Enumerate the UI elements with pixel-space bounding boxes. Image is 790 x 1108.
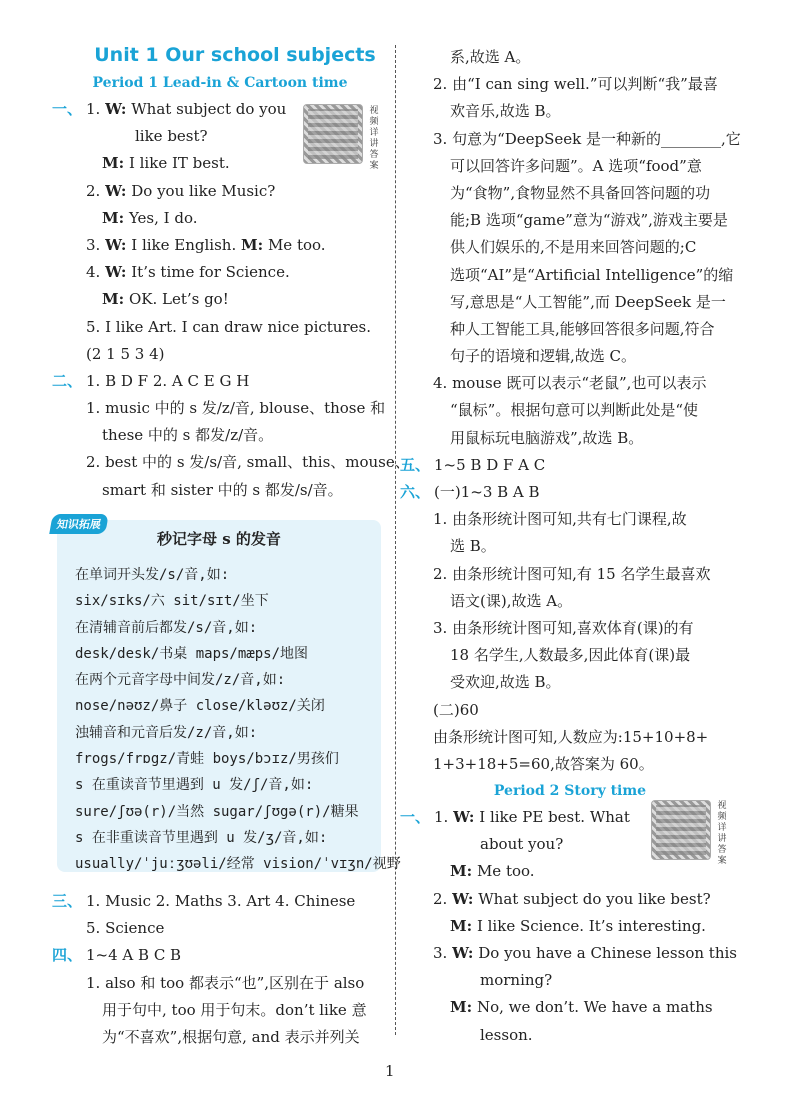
- r0: 系,故选 A。: [450, 48, 531, 66]
- tip-title: 秒记字母 s 的发音: [157, 530, 281, 548]
- r4: 可以回答许多问题”。A 选项“food”意: [450, 156, 702, 175]
- er-answers: 二、 1. B D F 2. A C E G H: [52, 371, 250, 390]
- yi-q4: 4. W: It’s time for Science.: [86, 263, 290, 282]
- r7: 供人们娱乐的,不是用来回答问题的;C: [450, 238, 697, 257]
- tip-line: s 在非重读音节里遇到 u 发/ʒ/音,如:: [75, 829, 328, 846]
- er-2b: smart 和 sister 中的 s 都发/s/音。: [102, 480, 343, 499]
- si-l2: 用于句中, too 用于句末。don’t like 意: [102, 1000, 367, 1019]
- liu-2a: 2. 由条形统计图可知,有 15 名学生最喜欢: [433, 564, 711, 583]
- tip-line: 在两个元音字母中间发/z/音,如:: [75, 672, 286, 689]
- p2-q1-m: M: Me too.: [450, 862, 535, 881]
- qr-label: 视频详讲答案: [369, 106, 379, 171]
- r6: 能;B 选项“game”意为“游戏”,游戏主要是: [450, 211, 728, 230]
- qr-code-2[interactable]: [651, 800, 711, 860]
- qr-code[interactable]: [303, 104, 363, 164]
- yi-q3: 3. W: I like English. M: Me too.: [86, 235, 326, 254]
- liu-answers: 六、 (一)1~3 B A B: [400, 483, 540, 501]
- tip-line: desk/desk/书桌 maps/mæps/地图: [75, 645, 309, 662]
- tip-line: usually/ˈjuːʒʊəli/经常 vision/ˈvɪʒn/视野: [75, 856, 401, 873]
- r5: 为“食物”,食物显然不具备回答问题的功: [450, 183, 711, 202]
- tip-line: six/sɪks/六 sit/sɪt/坐下: [75, 593, 269, 610]
- yi-q1-m: M: I like IT best.: [102, 154, 230, 173]
- r10: 种人工智能工具,能够回答很多问题,符合: [450, 319, 715, 338]
- knowledge-tip-box: [55, 518, 401, 873]
- r9: 写,意思是“人工智能”,而 DeepSeek 是一: [450, 292, 726, 311]
- yi-q2-m: M: Yes, I do.: [102, 208, 198, 227]
- tip-line: nose/nəʊz/鼻子 close/kləʊz/关闭: [75, 698, 325, 715]
- column-divider: [395, 45, 396, 1035]
- san-answers-b: 5. Science: [86, 919, 165, 938]
- tip-line: sure/ʃʊə(r)/当然 sugar/ʃʊgə(r)/糖果: [75, 803, 359, 820]
- tip-line: frogs/frɒgz/青蛙 boys/bɔɪz/男孩们: [75, 751, 339, 768]
- er-2a: 2. best 中的 s 发/s/音, small、this、mouse、: [86, 453, 410, 472]
- tip-badge: 知识拓展: [49, 514, 109, 534]
- period1-title: Period 1 Lead-in & Cartoon time: [92, 75, 348, 91]
- liu-1a: 1. 由条形统计图可知,共有七门课程,故: [433, 510, 687, 529]
- tip-line: 在清辅音前后都发/s/音,如:: [75, 619, 258, 636]
- page-number: 1: [385, 1062, 395, 1080]
- unit-title: Unit 1 Our school subjects: [94, 44, 376, 66]
- liu-3a: 3. 由条形统计图可知,喜欢体育(课)的有: [433, 618, 694, 637]
- er-1b: these 中的 s 都发/z/音。: [102, 426, 274, 445]
- tip-line: s 在重读音节里遇到 u 发/ʃ/音,如:: [75, 777, 314, 794]
- p2-q2-m: M: I like Science. It’s interesting.: [450, 916, 706, 935]
- p2-q3-m: M: No, we don’t. We have a maths: [450, 998, 713, 1017]
- r3: 3. 句意为“DeepSeek 是一种新的________,它: [433, 129, 741, 148]
- r13: “鼠标”。根据句意可以判断此处是“使: [450, 401, 699, 420]
- explain-1: 由条形统计图可知,人数应为:15+10+8+: [433, 727, 709, 746]
- p2-q1-cont: about you?: [480, 835, 564, 854]
- p2-q1: 一、 1. W: I like PE best. What: [400, 808, 630, 827]
- si-answers: 四、 1~4 A B C B: [52, 946, 182, 965]
- yi-q5: 5. I like Art. I can draw nice pictures.: [86, 317, 371, 336]
- period2-title: Period 2 Story time: [493, 783, 647, 800]
- tip-line: 在单词开头发/s/音,如:: [75, 567, 230, 583]
- r8: 选项“AI”是“Artificial Intelligence”的缩: [450, 265, 734, 284]
- tip-line: 浊辅音和元音后发/z/音,如:: [75, 724, 258, 741]
- r14: 用鼠标玩电脑游戏”,故选 B。: [450, 428, 644, 447]
- liu-3c: 受欢迎,故选 B。: [450, 673, 561, 692]
- yi-q1: 一、 1. W: What subject do you: [52, 96, 388, 123]
- r12: 4. mouse 既可以表示“老鼠”,也可以表示: [433, 374, 707, 393]
- p2-q3-cont: morning?: [480, 971, 553, 990]
- tip-body: [75, 562, 401, 878]
- er-1a: 1. music 中的 s 发/z/音, blouse、those 和: [86, 399, 386, 418]
- yi-q2: 2. W: Do you like Music?: [86, 181, 276, 200]
- yi-q1-cont: like best?: [135, 127, 208, 146]
- yi-q4-m: M: OK. Let’s go!: [102, 290, 229, 309]
- section-label: 一、: [52, 100, 83, 118]
- p2-q3-cont2: lesson.: [480, 1025, 533, 1044]
- right-column: [400, 44, 740, 1049]
- liu-1b: 选 B。: [450, 537, 496, 556]
- qr-label-2: 视频详讲答案: [717, 801, 727, 866]
- r11: 句子的语境和逻辑,故选 C。: [450, 347, 637, 366]
- san-answers: 三、 1. Music 2. Maths 3. Art 4. Chinese: [52, 892, 356, 910]
- yi-order: (2 1 5 3 4): [86, 344, 165, 363]
- explain-2: 1+3+18+5=60,故答案为 60。: [433, 754, 654, 773]
- r2: 欢音乐,故选 B。: [450, 102, 561, 121]
- liu-2b: 语文(课),故选 A。: [450, 591, 573, 610]
- p2-q3: 3. W: Do you have a Chinese lesson this: [433, 944, 737, 962]
- si-l1: 1. also 和 too 都表示“也”,区别在于 also: [86, 973, 365, 992]
- liu-er: (二)60: [433, 700, 479, 719]
- r1: 2. 由“I can sing well.”可以判断“我”最喜: [433, 75, 718, 94]
- left-column-bottom: [52, 888, 388, 1051]
- si-l3: 为“不喜欢”,根据句意, and 表示并列关: [102, 1027, 360, 1046]
- p2-q2: 2. W: What subject do you like best?: [433, 889, 711, 908]
- wu-answers: 五、 1~5 B D F A C: [400, 455, 546, 474]
- liu-3b: 18 名学生,人数最多,因此体育(课)最: [450, 646, 691, 665]
